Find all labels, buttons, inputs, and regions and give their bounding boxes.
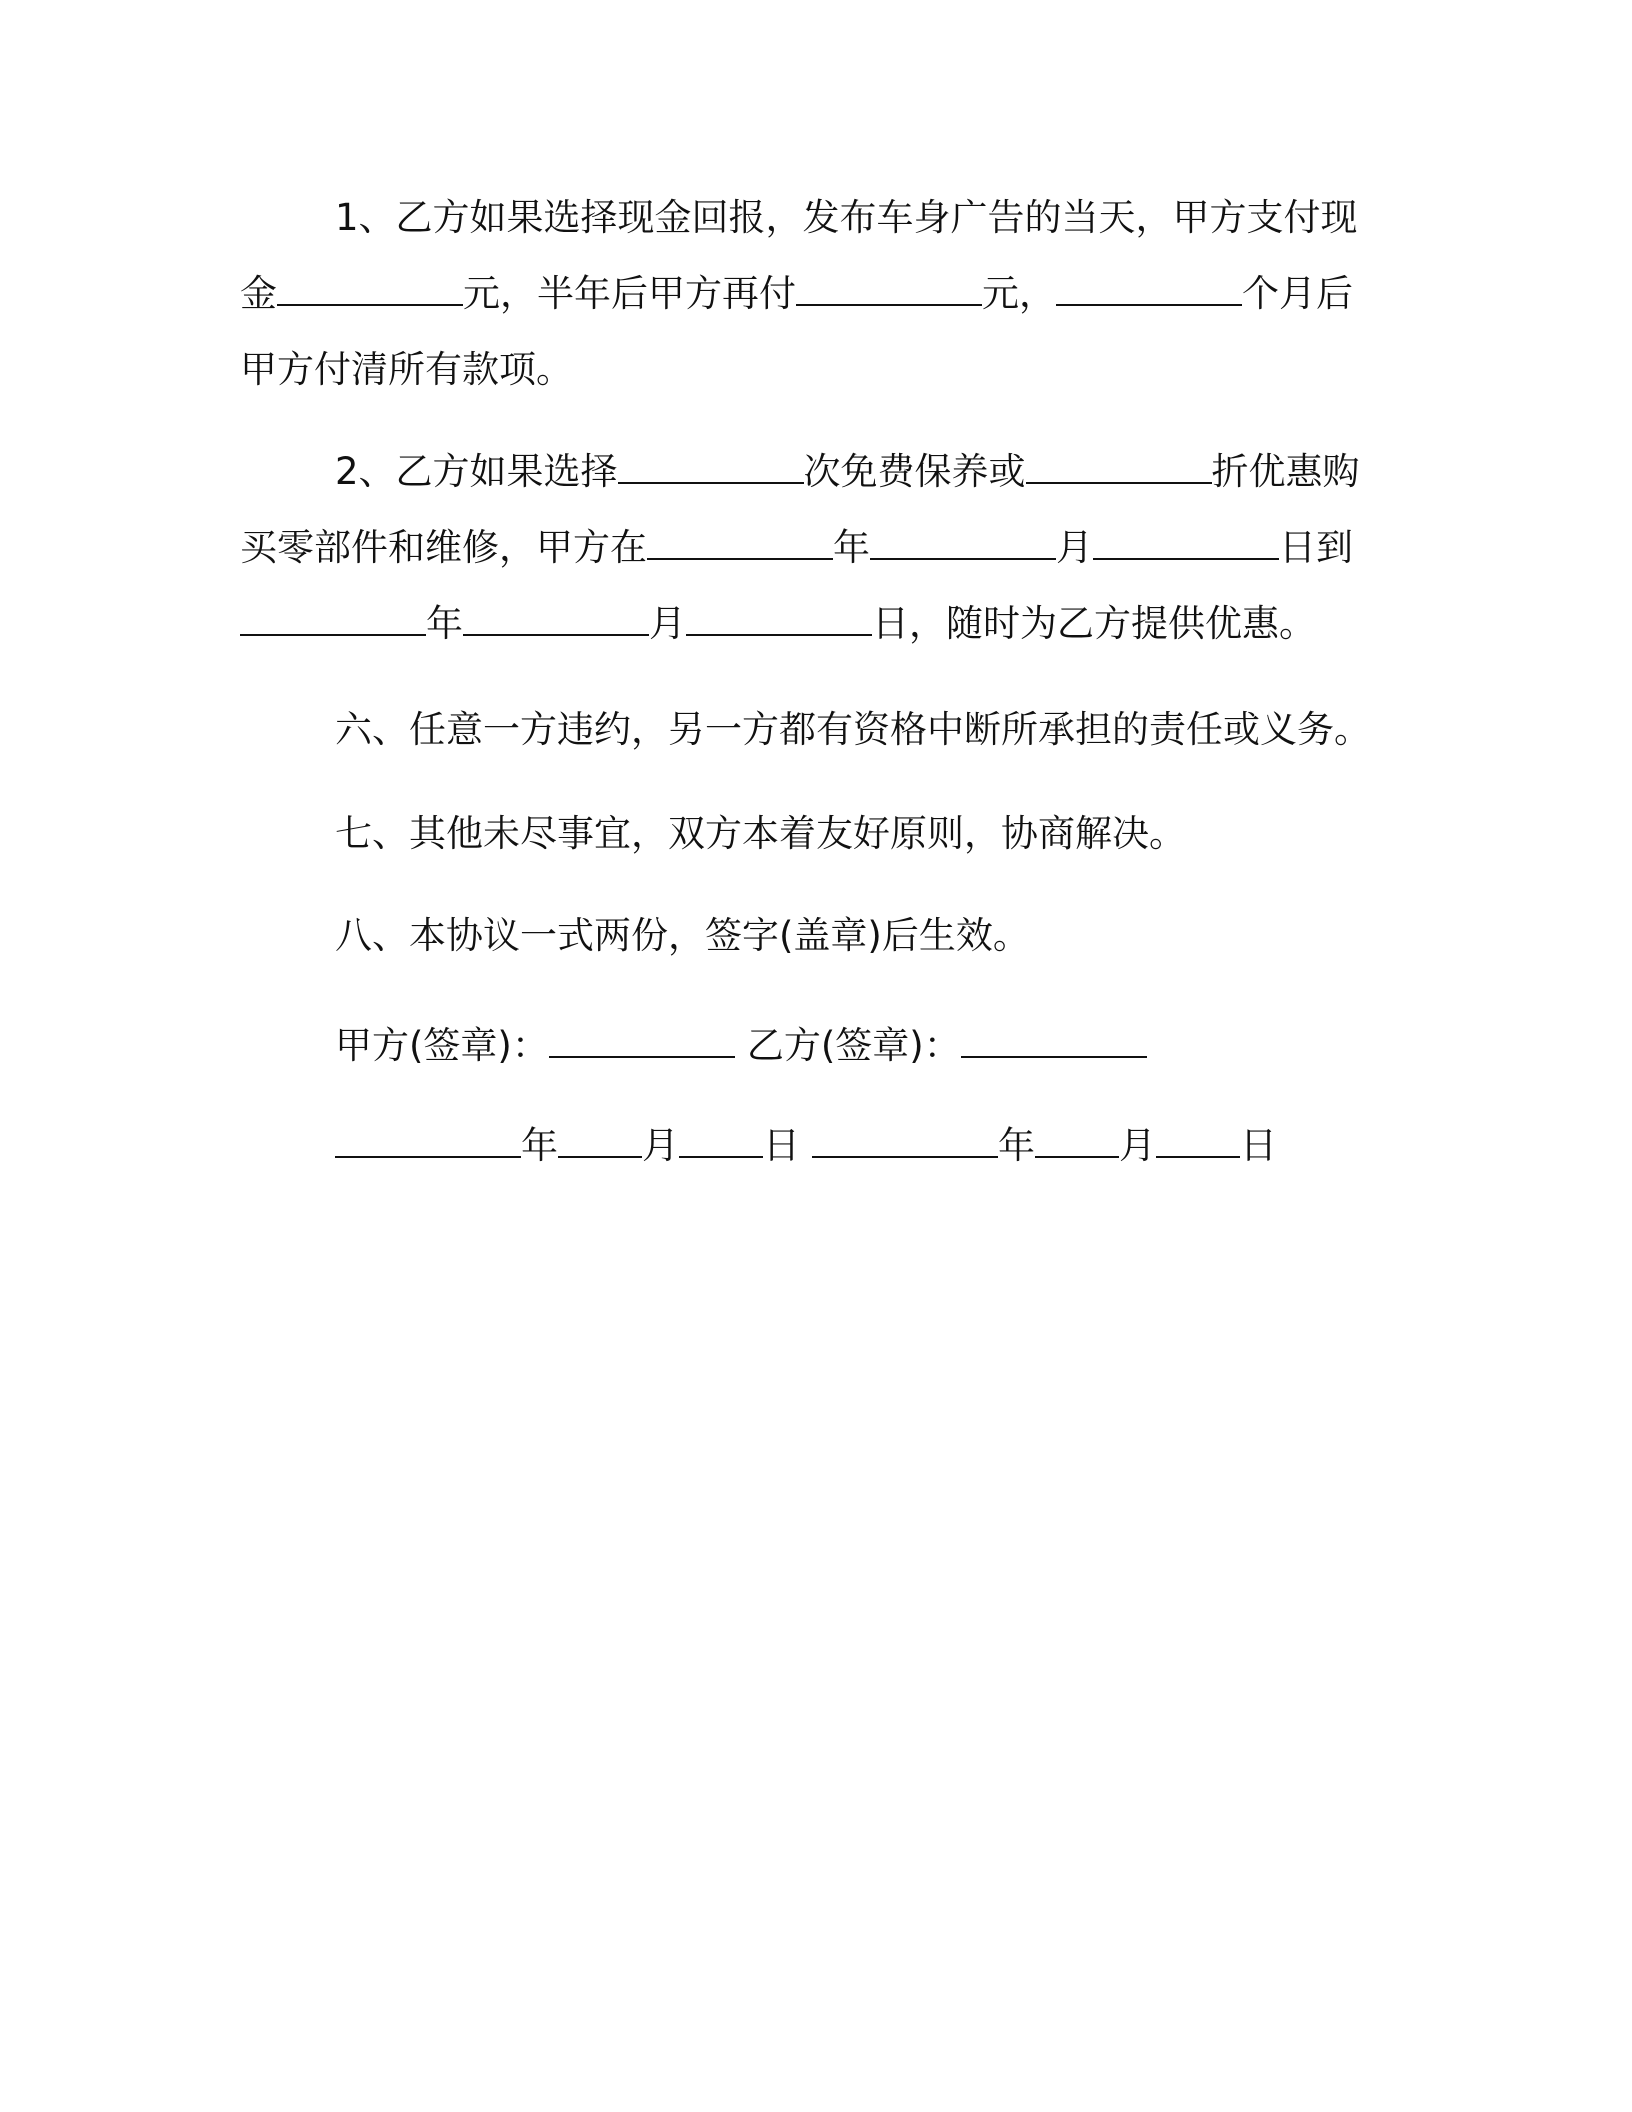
second-payment-blank[interactable] bbox=[796, 274, 982, 306]
party-a-signature-blank[interactable] bbox=[549, 1026, 735, 1058]
signature-line bbox=[335, 1024, 1147, 1068]
item2-line1 bbox=[335, 450, 1360, 494]
clause-8 bbox=[335, 914, 1030, 958]
end-day-blank[interactable] bbox=[686, 604, 872, 636]
item1-line2-text-c: 元， bbox=[982, 272, 1056, 315]
item2-line1-text-a: 2、乙方如果选择 bbox=[335, 450, 618, 493]
item2-line2-text-c: 月 bbox=[1056, 526, 1093, 569]
party-b-day-label: 日 bbox=[1240, 1124, 1277, 1167]
party-b-year-label: 年 bbox=[998, 1124, 1035, 1167]
free-service-count-blank[interactable] bbox=[618, 452, 804, 484]
party-b-year-blank[interactable] bbox=[812, 1126, 998, 1158]
start-day-blank[interactable] bbox=[1093, 528, 1279, 560]
cash-amount-blank[interactable] bbox=[277, 274, 463, 306]
item1-line3-text: 甲方付清所有款项。 bbox=[240, 348, 573, 391]
item2-line2-text-d: 日到 bbox=[1279, 526, 1353, 569]
item1-line2-text-a: 金 bbox=[240, 272, 277, 315]
item1-line1 bbox=[335, 196, 1358, 240]
start-year-blank[interactable] bbox=[647, 528, 833, 560]
party-b-label: 乙方(签章)： bbox=[746, 1024, 961, 1067]
clause-7-text: 七、其他未尽事宜，双方本着友好原则，协商解决。 bbox=[335, 812, 1186, 855]
item2-line3 bbox=[240, 602, 1316, 646]
discount-blank[interactable] bbox=[1026, 452, 1212, 484]
end-year-blank[interactable] bbox=[240, 604, 426, 636]
clause-6-text: 六、任意一方违约，另一方都有资格中断所承担的责任或义务。 bbox=[335, 708, 1371, 751]
party-a-month-blank[interactable] bbox=[558, 1126, 642, 1158]
date-line bbox=[335, 1124, 1277, 1168]
item1-line3 bbox=[240, 348, 573, 392]
item1-line2-text-d: 个月后 bbox=[1242, 272, 1353, 315]
item1-line2 bbox=[240, 272, 1353, 316]
item2-line2-text-a: 买零部件和维修，甲方在 bbox=[240, 526, 647, 569]
party-b-month-blank[interactable] bbox=[1035, 1126, 1119, 1158]
item2-line3-text-c: 日，随时为乙方提供优惠。 bbox=[872, 602, 1316, 645]
months-blank[interactable] bbox=[1056, 274, 1242, 306]
end-month-blank[interactable] bbox=[463, 604, 649, 636]
party-b-signature-blank[interactable] bbox=[961, 1026, 1147, 1058]
item2-line1-text-b: 次免费保养或 bbox=[803, 450, 1026, 493]
clause-7 bbox=[335, 812, 1186, 856]
item2-line2-text-b: 年 bbox=[833, 526, 870, 569]
item2-line3-text-a: 年 bbox=[426, 602, 463, 645]
party-a-day-blank[interactable] bbox=[679, 1126, 763, 1158]
clause-6 bbox=[335, 708, 1371, 752]
start-month-blank[interactable] bbox=[870, 528, 1056, 560]
party-a-label: 甲方(签章)： bbox=[335, 1024, 549, 1067]
party-b-day-blank[interactable] bbox=[1156, 1126, 1240, 1158]
item2-line2 bbox=[240, 526, 1353, 570]
clause-8-text: 八、本协议一式两份，签字(盖章)后生效。 bbox=[335, 914, 1030, 957]
item2-line1-text-c: 折优惠购 bbox=[1211, 450, 1360, 493]
item1-line2-text-b: 元，半年后甲方再付 bbox=[463, 272, 796, 315]
party-a-year-label: 年 bbox=[521, 1124, 558, 1167]
party-a-day-label: 日 bbox=[763, 1124, 800, 1167]
party-b-month-label: 月 bbox=[1119, 1124, 1156, 1167]
party-a-month-label: 月 bbox=[642, 1124, 679, 1167]
item1-line1-text: 1、乙方如果选择现金回报，发布车身广告的当天，甲方支付现 bbox=[335, 196, 1358, 239]
item2-line3-text-b: 月 bbox=[649, 602, 686, 645]
party-a-year-blank[interactable] bbox=[335, 1126, 521, 1158]
